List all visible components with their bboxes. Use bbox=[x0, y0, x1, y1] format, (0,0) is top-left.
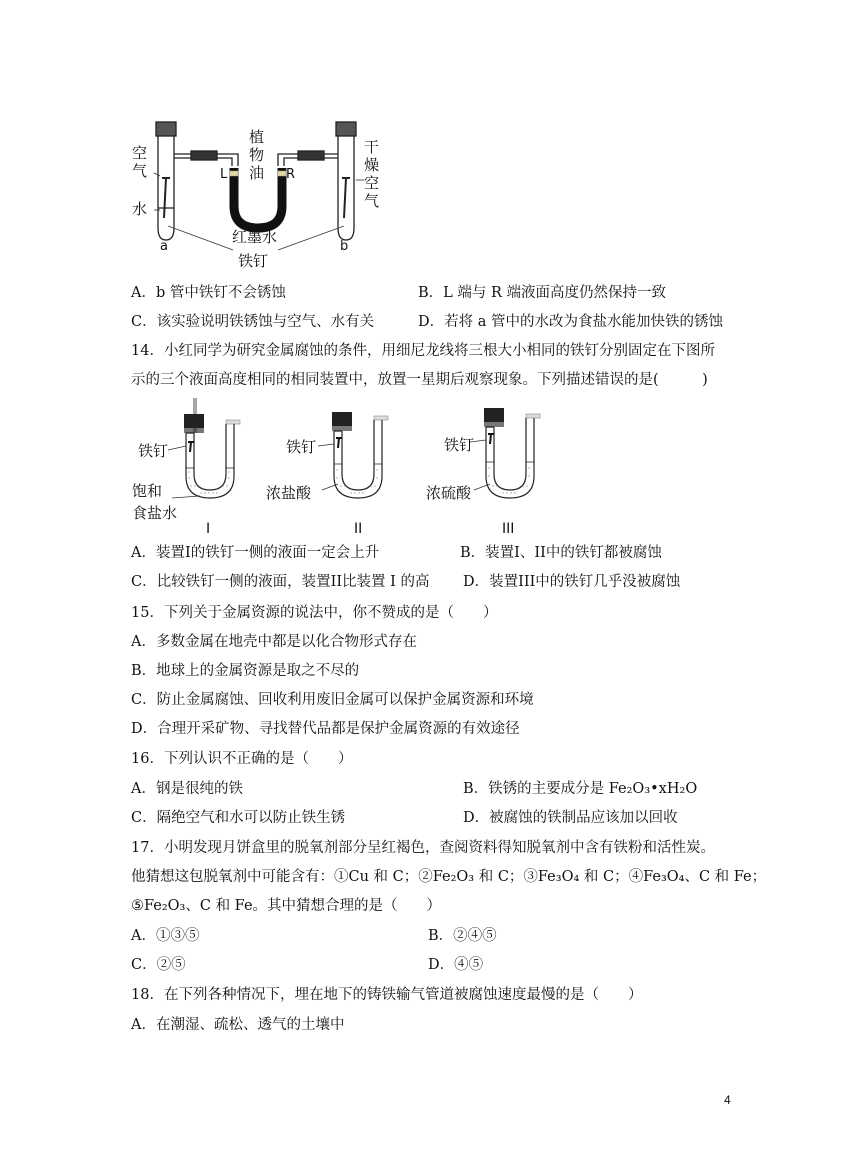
apparatus-2-liquid-label: 浓盐酸 bbox=[266, 484, 312, 502]
nail-1-icon bbox=[188, 442, 194, 452]
apparatus-2-nail-label: 铁钉 bbox=[286, 438, 317, 456]
apparatus-3-nail-label: 铁钉 bbox=[444, 436, 475, 454]
page-number: 4 bbox=[724, 1093, 731, 1107]
q18-stem: 18．在下列各种情况下，埋在地下的铸铁输气管道被腐蚀速度最慢的是（ ） bbox=[131, 987, 643, 1003]
svg-text:物: 物 bbox=[249, 146, 265, 164]
label-R: R bbox=[286, 167, 296, 182]
q15-option-c: C．防止金属腐蚀、回收利用废旧金属可以保护金属资源和环境 bbox=[131, 692, 534, 708]
svg-text:气: 气 bbox=[364, 192, 380, 210]
q15-stem: 15．下列关于金属资源的说法中，你不赞成的是（ ） bbox=[131, 605, 498, 621]
label-oil: 植 bbox=[249, 128, 265, 146]
q18-option-a: A．在潮湿、疏松、透气的土壤中 bbox=[131, 1017, 345, 1033]
svg-text:气: 气 bbox=[132, 162, 148, 180]
nail-b-icon bbox=[342, 178, 350, 218]
q13-option-c: C．该实验说明铁锈蚀与空气、水有关 bbox=[131, 314, 375, 330]
label-L: L bbox=[220, 167, 228, 182]
nail-a-icon bbox=[162, 178, 170, 218]
apparatus-2-roman: II bbox=[354, 521, 363, 536]
q13-option-b: B．L 端与 R 端液面高度仍然保持一致 bbox=[418, 285, 667, 301]
q13-option-d: D．若将 a 管中的水改为食盐水能加快铁的锈蚀 bbox=[418, 314, 723, 330]
q14-option-a: A．装置I的铁钉一侧的液面一定会上升 bbox=[131, 545, 380, 561]
label-nail: 铁钉 bbox=[238, 252, 269, 270]
q17-stem-line1: 17．小明发现月饼盒里的脱氧剂部分呈红褐色，查阅资料得知脱氧剂中含有铁粉和活性炭。 bbox=[131, 840, 715, 856]
q15-option-a: A．多数金属在地壳中都是以化合物形式存在 bbox=[131, 634, 417, 650]
q16-stem: 16．下列认识不正确的是（ ） bbox=[131, 751, 353, 767]
q14-stem-line1: 14．小红同学为研究金属腐蚀的条件，用细尼龙线将三根大小相同的铁钉分别固定在下图所 bbox=[131, 343, 715, 359]
svg-text:空: 空 bbox=[364, 174, 380, 192]
apparatus-1 bbox=[168, 398, 240, 498]
q14-stem-line2: 示的三个液面高度相同的相同装置中，放置一星期后观察现象。下列描述错误的是( ) bbox=[131, 372, 708, 388]
q15-option-b: B．地球上的金属资源是取之不尽的 bbox=[131, 663, 360, 679]
svg-text:食盐水: 食盐水 bbox=[132, 504, 178, 522]
q16-option-c: C．隔绝空气和水可以防止铁生锈 bbox=[131, 810, 346, 826]
apparatus-1-roman: I bbox=[206, 521, 211, 536]
apparatus-3 bbox=[470, 408, 540, 498]
q13-option-a: A．b 管中铁钉不会锈蚀 bbox=[131, 285, 286, 301]
q17-option-b: B．②④⑤ bbox=[428, 928, 497, 944]
nail-2-icon bbox=[336, 438, 342, 448]
q17-option-d: D．④⑤ bbox=[428, 957, 484, 973]
q15-option-d: D．合理开采矿物、寻找替代品都是保护金属资源的有效途径 bbox=[131, 721, 520, 737]
apparatus-2 bbox=[318, 412, 388, 498]
figure-14-three-u-tubes bbox=[128, 398, 568, 536]
q17-option-a: A．①③⑤ bbox=[131, 928, 200, 944]
q14-option-d: D．装置III中的铁钉几乎没被腐蚀 bbox=[463, 574, 681, 590]
apparatus-3-liquid-label: 浓硫酸 bbox=[426, 484, 472, 502]
label-a: a bbox=[160, 239, 168, 254]
apparatus-1-nail-label: 铁钉 bbox=[138, 442, 169, 460]
q17-stem-line2: 他猜想这包脱氧剂中可能含有：①Cu 和 C；②Fe₂O₃ 和 C；③Fe₃O₄ 和 C；④Fe₃O₄、C 和 Fe； bbox=[131, 869, 767, 885]
q17-option-c: C．②⑤ bbox=[131, 957, 186, 973]
q14-option-b: B．装置I、II中的铁钉都被腐蚀 bbox=[460, 545, 662, 561]
label-red-ink: 红墨水 bbox=[232, 228, 278, 246]
svg-text:燥: 燥 bbox=[364, 156, 380, 174]
q17-stem-line3: ⑤Fe₂O₃、C 和 Fe。其中猜想合理的是（ ） bbox=[131, 898, 442, 914]
label-air: 空 bbox=[132, 144, 148, 162]
label-dry-air: 干 bbox=[364, 138, 380, 156]
q14-option-c: C．比较铁钉一侧的液面，装置II比装置 I 的高 bbox=[131, 574, 430, 590]
label-water: 水 bbox=[132, 200, 148, 218]
svg-text:油: 油 bbox=[249, 164, 265, 182]
figure-13-corrosion-apparatus bbox=[128, 118, 388, 278]
q16-option-a: A．钢是很纯的铁 bbox=[131, 781, 243, 797]
q16-option-d: D．被腐蚀的铁制品应该加以回收 bbox=[463, 810, 678, 826]
label-b: b bbox=[340, 239, 349, 254]
apparatus-3-roman: III bbox=[502, 521, 515, 536]
apparatus-1-liquid-label: 饱和 bbox=[132, 482, 163, 500]
nail-3-icon bbox=[488, 434, 494, 444]
q16-option-b: B．铁锈的主要成分是 Fe₂O₃•xH₂O bbox=[463, 781, 698, 797]
